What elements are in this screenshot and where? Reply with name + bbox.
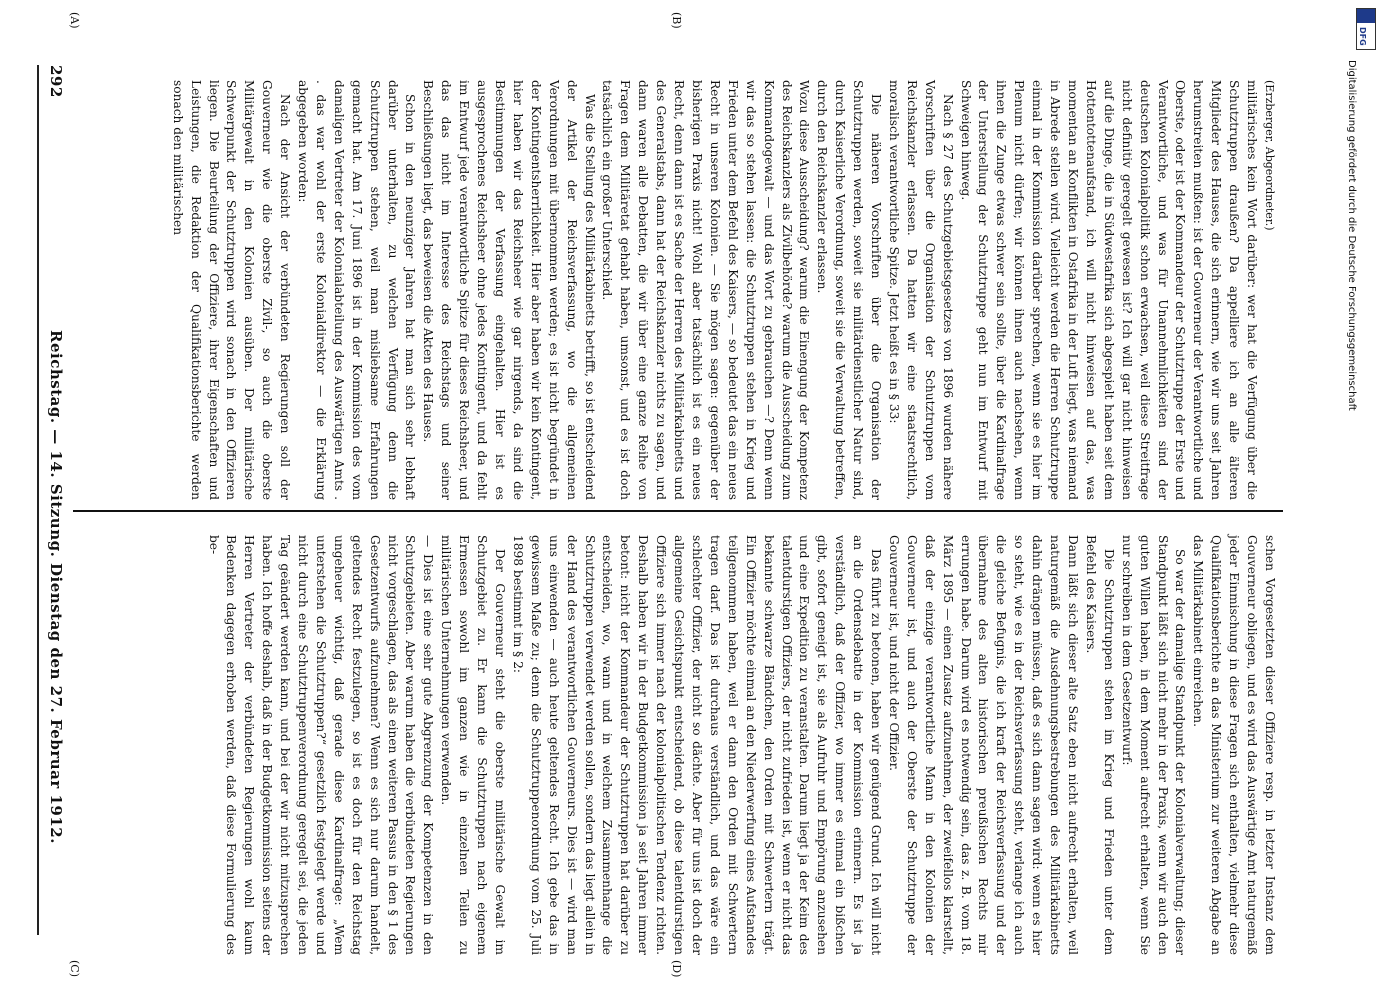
dfg-credit-text: Digitalisierung gefördert durch die Deutsche Forschungsgemeinschaft: [1346, 60, 1357, 411]
speaker-note: (Erzberger, Abgeordneter.): [1263, 80, 1276, 231]
margin-marker-a: (A): [68, 12, 81, 29]
page-title: Reichstag. — 14. Sitzung. Dienstag den 27. Februar 1912.: [47, 330, 65, 844]
page-header: [35, 65, 65, 935]
right-paragraph: schen Vorgesetzten dieser Offiziere resp. in letzter Instanz dem Gouverneur obliegen, und es wird das Auswärtige Amt naturgemäß jeder Einmischung in diese Fragen sich enthalten, vielmehr diese Qualifikationsberichte an das Ministerium zur weiteren Abgabe an das Militärkabinett einreichen.: [1191, 535, 1277, 955]
margin-marker-c: (C): [68, 960, 81, 977]
column-divider: [73, 510, 1283, 512]
dfg-logo-text: DFG: [1358, 27, 1367, 46]
left-paragraph: Nach der Ansicht der verbündeten Regierungen soll der Gouverneur wie die oberste Zivil-, so auch die oberste Militärgewalt in den Kolonien ausüben. Der militärische Schwerpunkt der Schutztruppen wird sonach in den Offizieren liegen. Die Beurteilung der Offiziere, ihrer Eigenschaften und Leistungen, die Redaktion der Qualifikationsberichte werden sonach den militärischen: [170, 80, 293, 500]
dfg-logo-bar: [1357, 9, 1375, 23]
dfg-logo: [1356, 8, 1376, 50]
margin-marker-b: (B): [670, 12, 683, 29]
right-paragraph: So war der damalige Standpunkt der Kolonialverwaltung; dieser Standpunkt läßt sich nicht mehr in der Praxis, wenn wir auch den guten Willen haben, in dem Moment aufrecht erhalten, wenn Sie nur schreiben in dem Gesetzentwurf:: [1119, 535, 1188, 955]
right-paragraph: — Dies ist eine sehr gute Abgrenzung der Kompetenzen in den Schutzgebieten. Aber warum haben die verbündeten Regierungen nicht vorgeschlagen, das als einen weiteren Passus in den § 1 des Gesetzentwurfs aufzunehmen? Wenn es sich nur darum handelt, geltendes Recht festzulegen, so ist es doch für den Reichstag ungeheuer wichtig, daß gerade diese Kardinalfrage: „Wem unterstehen die Schutztruppen?“ gesetzlich festgelegt werde und nicht durch eine Schutztruppenverordnung geregelt sei, die jeden Tag geändert werden kann, und bei der wir nicht mitzusprechen haben. Ich hoffe deshalb, daß in der Budgetkommission seitens der Herren Vertreter der verbündeten Regierungen wohl kaum Bedenken dagegen erhoben werden, daß diese Formulierung des be-: [206, 535, 436, 955]
right-paragraph: Dann läßt sich dieser alte Satz eben nicht aufrecht erhalten, weil naturgemäß die Ausdehnungsbestrebungen des Militärkabinetts dahin drängen müssen, daß es sich dann sagen wird: wenn es hier so steht, wie es in der Reichsverfassung steht, verlange ich auch die gleiche Befugnis, die ich kraft der Reichsverfassung und der übernahme des alten historischen preußischen Rechts mir errungen habe. Darum wird es notwendig sein, das z. B. vom 18. März 1895 — einen Zusatz aufzunehmen, der zweifellos klarstellt, daß der einzige verantwortliche Mann in den Kolonien der Gouverneur ist, und auch der Oberste der Schutztruppe der Gouverneur ist, und nicht der Offizier.: [886, 535, 1081, 955]
left-paragraph: militärisches kein Wort darüber: wer hat die Verfügung über die Schutztruppen draußen? Da appelliere ich an alle älteren Mitglieder des Hauses, die sich erinnern, wie wir uns seit Jahren herumstreiten mußten: ist der Gouverneur der Verantwortliche und Oberste, oder ist der Kommandeur der Schutztruppe der Erste und Verantwortliche, und was für Unannehmlichkeiten sind der deutschen Kolonialpolitik schon erwachsen, weil diese Streitfrage nicht definitiv geregelt gewesen ist? Ich will gar nicht hinweisen auf die Dinge, die in Südwestafrika sich abgespielt haben seit dem Hottentottenaufstand, ich will nicht hinweisen auf das, was momentan an Konflikten in Ostafrika in der Luft liegt, was niemand in Abrede stellen wird. Vielleicht werden die Herren Schutztruppe einmal in der Kommission darüber sprechen, wenn sie es hier im Plenum nicht dürfen; wir können ihnen auch nachsehen, wenn ihnen die Zunge etwas schwer sein sollte, über die Kardinalfrage der Unterstellung der Schutztruppe geht nun im Entwurf mit Schweigen hinweg.: [958, 80, 1260, 500]
margin-marker-d: (D): [670, 960, 683, 978]
left-paragraph: Wozu diese Ausscheidung? warum die Einengung der Kompetenz des Reichskanzlers als Zivilbehörde? warum die Ausscheidung zum Kommandogewalt — und das Wort zu gebrauchen —? Denn wenn wir das so stehen lassen: die Schutztruppen stehen in Krieg und Frieden unter dem Befehl des Kaisers, — so bedeutet das ein neues Recht in unseren Kolonien. — Sie mögen sagen: gegenüber der bisherigen Praxis nicht! Wohl aber tatsächlich ist es ein neues Recht, denn dann ist es Sache der Herren des Militärkabinetts und des Generalstabs, dann hat der Reichskanzler nichts zu sagen, und dann waren alle Debatten, die wir über eine ganze Reihe von Fragen dem Militäretat gehabt haben, umsonst, und es ist doch tatsächlich ein großer Unterschied.: [600, 80, 812, 500]
left-paragraph: Schon in den neunziger Jahren hat man sich sehr lebhaft darüber unterhalten, zu welchen Verfügung denn die Schutztruppen stehen, weil man misliebsame Erfahrungen gemacht hat. Am 17. Juni 1896 ist in der Kommission des vom damaligen Vertreter der Kolonialabteilung des Auswärtigen Amts . . das war wohl der erste Kolonialdirektor — die Erklärung abgegeben worden:: [296, 80, 418, 500]
left-paragraph: Nach § 27 des Schutzgebietsgesetzes von 1896 wurden nähere Vorschriften über die Organisation der Schutztruppen vom Reichskanzler erlassen. Da hatten wir eine staatsrechtlich, moralisch verantwortliche Spitze. Jetzt heißt es in § 33:: [886, 80, 955, 500]
left-paragraph: Was die Stellung des Militärkabinetts betrifft, so ist entscheidend der Artikel der Reichsverfassung, wo die allgemeinen Verordnungen mit übernommen werden; es ist nicht begründet in der Kontingentsherrlichkeit. Hier aber haben wir kein Kontingent, hier haben wir das Reichsheer wie gar nirgends, da sind die Bestimmungen der Verfassung eingehalten. Hier ist es ausgesprochenes Reichsheer ohne jedes Kontingent, und da fehlt im Entwurf jede verantwortliche Spitze für dieses Reichsheer, und das das nicht im Interesse des Reichstags und seiner Beschließungen liegt, das beweisen die Akten des Hauses.: [421, 80, 597, 500]
right-paragraph: Der Gouverneur steht die oberste militärische Gewalt im Schutzgebiet zu. Er kann die Schutztruppen nach eigenem Ermessen sowohl im ganzen wie in einzelnen Teilen zu militärischen Unternehmungen verwenden.: [439, 535, 508, 955]
page-number: 292: [47, 65, 65, 98]
right-paragraph: Das führt zu betonen, haben wir genügend Grund. Ich will nicht an die Ordensdebatte in der Kommission erinnern. Es ist ja verständlich, daß der Offizier, wo immer es einmal ein bißchen gibt, sofort geneigt ist, sie als Aufruhr und Empörung anzusehen und eine Expedition zu veranstalten. Darum liegt ja der Keim des talentdurstigen Offiziers, der nicht zufrieden ist, wenn er nicht das bekannte schwarze Bändchen, den Orden mit Schwertern trägt. Ein Offizier möchte einmal an den Niederwerfung eines Aufstandes teilgenommen haben, weil er dann den Orden mit Schwertern tragen darf. Das ist durchaus verständlich, und das wäre ein schlechter Offizier, der nicht so dächte. Aber für uns ist doch der allgemeine Gesichtspunkt entscheidend, ob diese talentdurstigen Offiziere sich immer nach der kolonialpolitischen Tendenz richten. Deshalb haben wir in der Budgetkommission ja seit Jahren immer betont: nicht der Kommandeur der Schutztruppen hat darüber zu entscheiden, wo, wann und in welchem Zusammenhange die Schutztruppen verwendet werden sollen, sondern das liegt allein in der Hand des verantwortlichen Gouverneurs. Dies ist — wird man uns einwenden — auch heute geltendes Recht. Ich gebe das in gewissem Maße zu; denn die Schutztruppenordnung vom 25. Juli 1898 bestimmt im § 2:: [510, 535, 884, 955]
left-column: [78, 80, 1278, 500]
left-paragraph: Die näheren Vorschriften über die Organisation der Schutztruppen werden, soweit sie militärdienstlicher Natur sind, durch Kaiserliche Verordnung, soweit sie die Verwaltung betreffen, durch den Reichskanzler erlassen.: [815, 80, 884, 500]
right-paragraph: Die Schutztruppen stehen im Krieg und Frieden unter dem Befehl des Kaisers.: [1083, 535, 1116, 955]
dfg-credit: [1346, 60, 1376, 980]
header-rule: [37, 65, 39, 935]
right-column: [78, 535, 1278, 955]
